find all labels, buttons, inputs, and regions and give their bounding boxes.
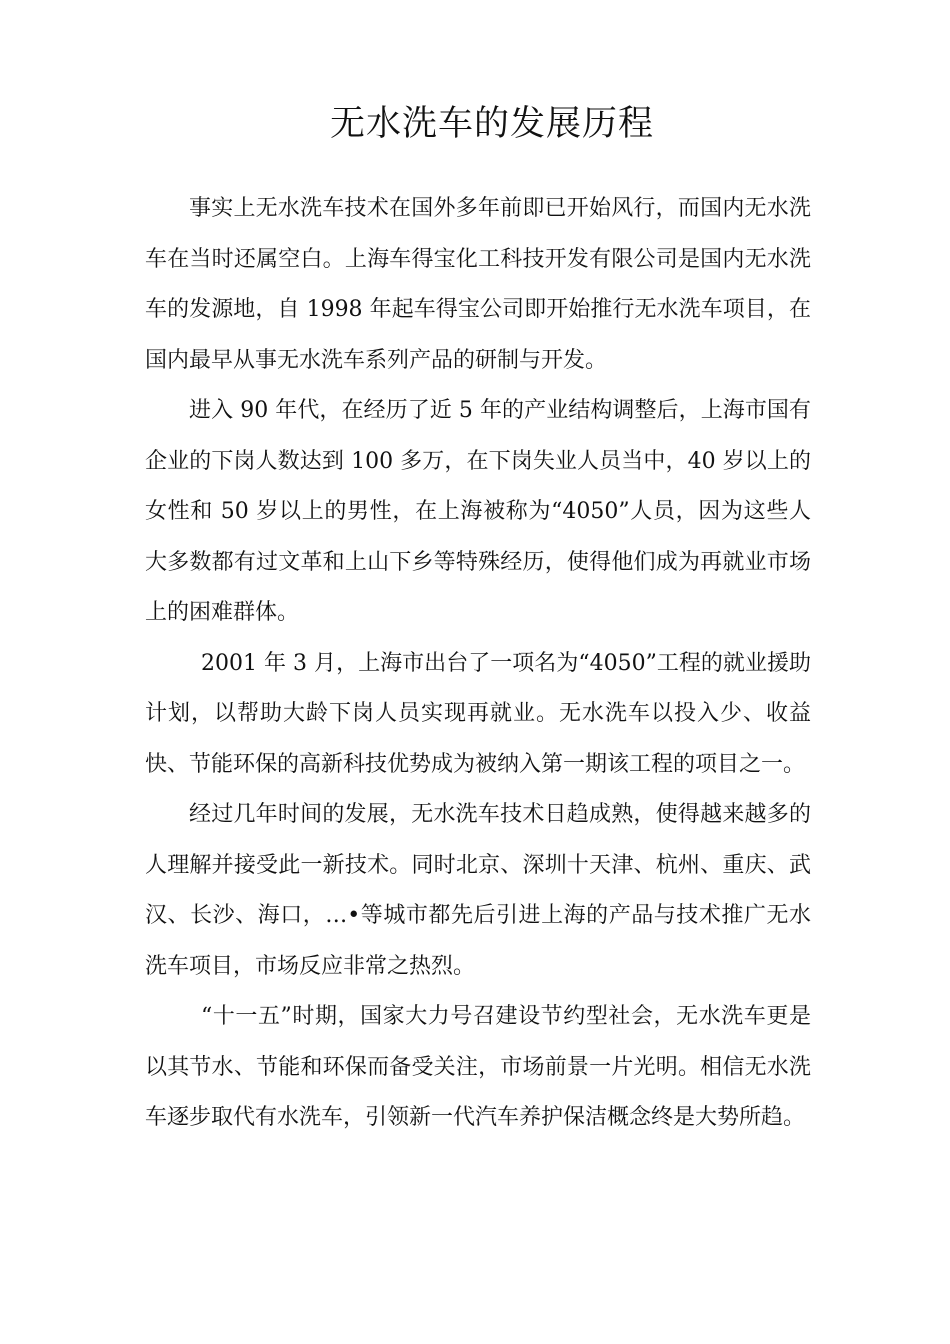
paragraph-5: “十一五”时期，国家大力号召建设节约型社会，无水洗车更是以其节水、节能和环保而备受关注，市场前景一片光明。相信无水洗车逐步取代有水洗车，引领新一代汽车养护保洁概念终是大势所趋。 (145, 1004, 811, 1130)
document-title: 无水洗车的发展历程 (329, 104, 654, 144)
document-body (145, 184, 811, 1144)
paragraph-1: 事实上无水洗车技术在国外多年前即已开始风行，而国内无水洗车在当时还属空白。上海车得宝化工科技开发有限公司是国内无水洗车的发源地，自 1998 年起车得宝公司即开始推行无水洗车项目，在国内最早从事无水洗车系列产品的研制与开发。 (145, 196, 811, 373)
paragraph-3: 2001 年 3 月，上海市出台了一项名为“4050”工程的就业援助计划，以帮助大龄下岗人员实现再就业。无水洗车以投入少、收益快、节能环保的高新科技优势成为被纳入第一期该工程的项目之一。 (145, 650, 811, 777)
paragraph-4: 经过几年时间的发展，无水洗车技术日趋成熟，使得越来越多的人理解并接受此一新技术。同时北京、深圳十天津、杭州、重庆、武汉、长沙、海口，…•等城市都先后引进上海的产品与技术推广无水洗车项目，市场反应非常之热烈。 (145, 802, 811, 979)
paragraph-2: 进入 90 年代，在经历了近 5 年的产业结构调整后，上海市国有企业的下岗人数达到 100 多万，在下岗失业人员当中，40 岁以上的女性和 50 岁以上的男性，在上海被称为“4050”人员，因为这些人大多数都有过文革和上山下乡等特殊经历，使得他们成为再就业市场上的困难群体。 (145, 398, 811, 625)
